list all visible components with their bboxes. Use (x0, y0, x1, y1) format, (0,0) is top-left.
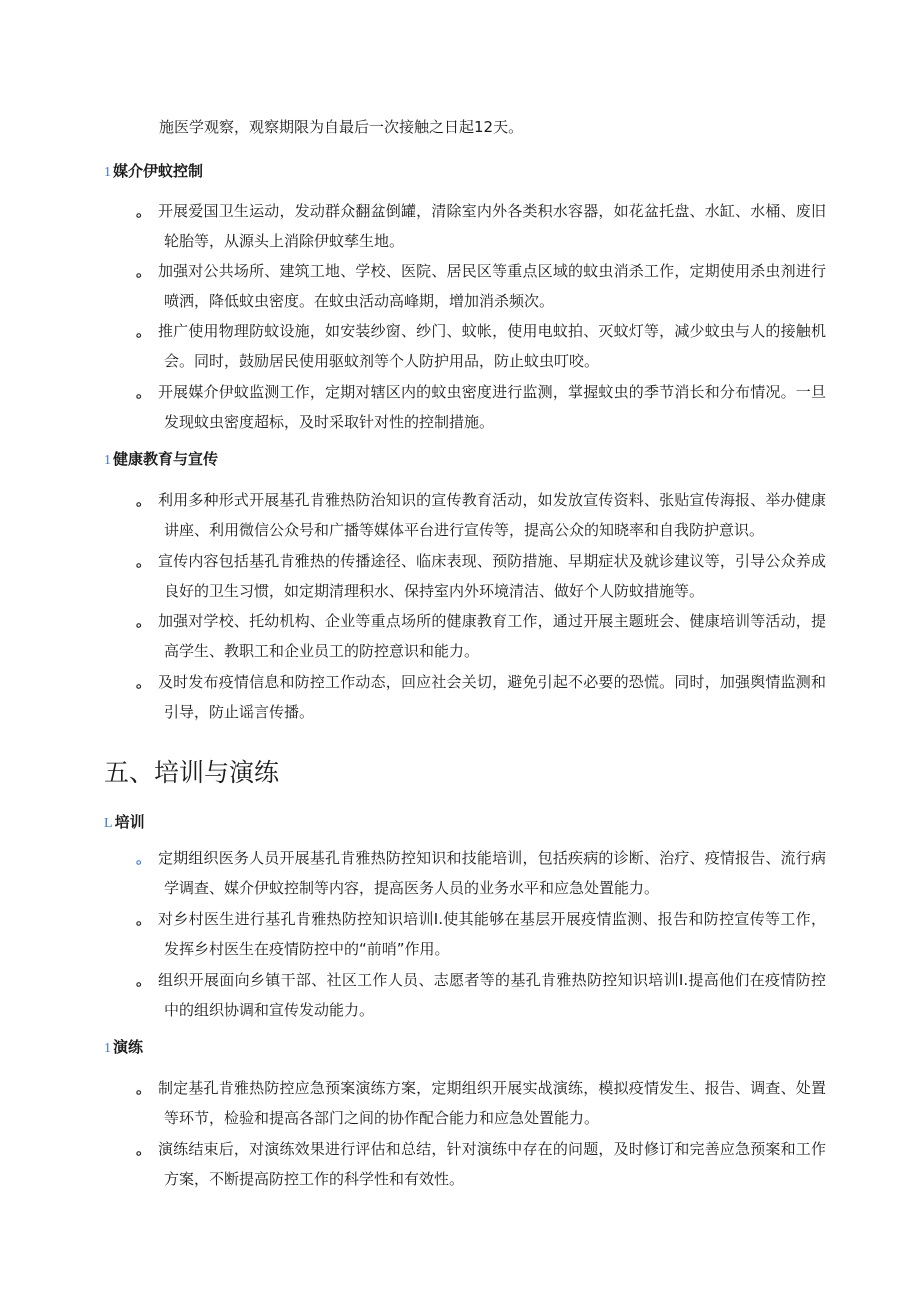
subheading-marker: 1 (104, 1041, 111, 1056)
subheading-label: 健康教育与宣传 (113, 450, 219, 468)
subheading-marker: 1 (104, 165, 111, 180)
bullet-icon: 。 (136, 383, 152, 401)
bullet-icon: 。 (136, 612, 152, 630)
list-item: 。 加强对公共场所、建筑工地、学校、医院、居民区等重点区域的蚊虫消杀工作，定期使用杀虫剂进行喷洒，降低蚊虫密度。在蚊虫活动高峰期，增加消杀频次。 (136, 256, 826, 316)
list-item: 。 加强对学校、托幼机构、企业等重点场所的健康教育工作，通过开展主题班会、健康培训等活动，提高学生、教职工和企业员工的防控意识和能力。 (136, 606, 826, 666)
subheading-vector-control (104, 160, 203, 184)
bullet-icon: 。 (136, 491, 152, 509)
list-item: 。 及时发布疫情信息和防控工作动态，回应社会关切，避免引起不必要的恐慌。同时，加强舆情监测和引导，防止谣言传播。 (136, 667, 826, 727)
list-item: 。 推广使用物理防蚊设施，如安装纱窗、纱门、蚊帐，使用电蚊拍、灭蚊灯等，减少蚊虫与人的接触机会。同时，鼓励居民使用驱蚊剂等个人防护用品，防止蚊虫叮咬。 (136, 316, 826, 376)
subheading-training (104, 811, 145, 835)
list-item: 。 定期组织医务人员开展基孔肯雅热防控知识和技能培训，包括疾病的诊断、治疗、疫情报告、流行病学调查、媒介伊蚊控制等内容，提高医务人员的业务水平和应急处置能力。 (136, 843, 826, 903)
continuation-text: 施医学观察，观察期限为自最后一次接触之日起12天。 (159, 118, 524, 136)
subheading-label: 媒介伊蚊控制 (113, 162, 204, 180)
bullet-icon: 。 (136, 849, 152, 867)
section-title: 五、培训与演练 (104, 758, 280, 787)
subheading-label: 演练 (113, 1038, 144, 1056)
list-item: 。 对乡村医生进行基孔肯雅热防控知识培训I.使其能够在基层开展疫情监测、报告和防控宣传等工作，发挥乡村医生在疫情防控中的“前哨”作用。 (136, 904, 826, 964)
bullet-icon: 。 (136, 262, 152, 280)
bullet-icon: 。 (136, 202, 152, 220)
list-item: 。 开展爱国卫生运动，发动群众翻盆倒罐，清除室内外各类积水容器，如花盆托盘、水缸、水桶、废旧轮胎等，从源头上消除伊蚊孳生地。 (136, 196, 826, 256)
subheading-marker: 1 (104, 453, 111, 468)
subheading-health-education (104, 448, 218, 472)
bullet-icon: 。 (136, 322, 152, 340)
list-item: 。 利用多种形式开展基孔肯雅热防治知识的宣传教育活动，如发放宣传资料、张贴宣传海报、举办健康讲座、利用微信公众号和广播等媒体平台进行宣传等，提高公众的知晓率和自我防护意识。 (136, 485, 826, 545)
subheading-label: 培训 (114, 813, 145, 831)
bullet-icon: 。 (136, 1140, 152, 1158)
bullet-icon: 。 (136, 552, 152, 570)
bullet-icon: 。 (136, 1079, 152, 1097)
list-item: 。 宣传内容包括基孔肯雅热的传播途径、临床表现、预防措施、早期症状及就诊建议等，引导公众养成良好的卫生习惯，如定期清理积水、保持室内外环境清洁、做好个人防蚊措施等。 (136, 546, 826, 606)
subheading-drill (104, 1036, 143, 1060)
bullet-icon: 。 (136, 971, 152, 989)
list-item: 。 制定基孔肯雅热防控应急预案演练方案，定期组织开展实战演练，模拟疫情发生、报告、调查、处置等环节，检验和提高各部门之间的协作配合能力和应急处置能力。 (136, 1073, 826, 1133)
list-item: 。 开展媒介伊蚊监测工作，定期对辖区内的蚊虫密度进行监测，掌握蚊虫的季节消长和分布情况。一旦发现蚊虫密度超标，及时采取针对性的控制措施。 (136, 377, 826, 437)
subheading-marker: L (104, 816, 113, 831)
bullet-icon: 。 (136, 910, 152, 928)
list-item: 。 组织开展面向乡镇干部、社区工作人员、志愿者等的基孔肯雅热防控知识培训I.提高他们在疫情防控中的组织协调和宣传发动能力。 (136, 965, 826, 1025)
list-item: 。 演练结束后，对演练效果进行评估和总结，针对演练中存在的问题，及时修订和完善应急预案和工作方案，不断提高防控工作的科学性和有效性。 (136, 1134, 826, 1194)
bullet-icon: 。 (136, 673, 152, 691)
